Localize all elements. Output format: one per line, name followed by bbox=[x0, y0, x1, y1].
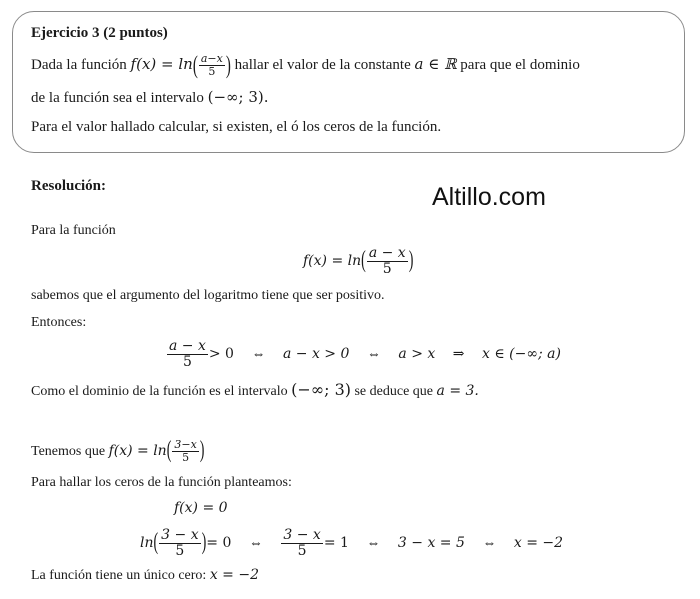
exercise-line-3: Para el valor hallado calcular, si existen, el ó los ceros de la función. bbox=[31, 119, 442, 135]
exercise-fraction: $\frac{a-x}{5}$ bbox=[200, 51, 223, 79]
exercise-line1-end: para que el dominio bbox=[460, 57, 580, 73]
iff-arrow: ⇔ bbox=[366, 536, 381, 551]
zeros-fraction: $\frac{3 - x}{5}$ bbox=[283, 526, 321, 560]
iff-arrow: ⇔ bbox=[251, 347, 266, 362]
paragraph-unico-cero: La función tiene un único cero: x = −2 bbox=[31, 567, 259, 583]
exercise-interval: (−∞; 3). bbox=[207, 88, 269, 106]
iff-arrow: ⇔ bbox=[482, 536, 497, 551]
iff-arrow: ⇔ bbox=[366, 347, 381, 362]
paragraph-dominio: Como el dominio de la función es el intervalo (−∞; 3) se deduce que a = 3. bbox=[31, 380, 479, 399]
exercise-line1-pre: Dada la función bbox=[31, 57, 127, 73]
exercise-function: f(x) = ln bbox=[130, 55, 193, 73]
equation-fx-zero: f(x) = 0 bbox=[174, 500, 228, 516]
tenemos-fraction: $\frac{3-x}{5}$ bbox=[174, 438, 197, 465]
iff-arrow: ⇔ bbox=[248, 536, 263, 551]
exercise-line-1: Dada la función f(x) = ln( $\frac{a-x}{5}$ ) hallar el valor de la constante a ∈ ℝ para que el dominio bbox=[31, 51, 580, 80]
paragraph-tenemos-que: Tenemos que f(x) = ln( $\frac{3-x}{5}$ ) bbox=[31, 438, 205, 465]
exercise-line1-post: hallar el valor de la constante bbox=[234, 57, 411, 73]
exercise-line-2: de la función sea el intervalo (−∞; 3). bbox=[31, 88, 269, 106]
implies-arrow: ⇒ bbox=[452, 347, 465, 362]
equation-function: f(x) = ln( $\frac{a - x}{5}$ ) bbox=[303, 244, 414, 278]
zeros-chain: ln( $\frac{3 - x}{5}$ )= 0 ⇔ $\frac{3 - x}{5}$ = 1 ⇔ 3 − x = 5 ⇔ x = −2 bbox=[140, 526, 564, 560]
inequality-chain: $\frac{a - x}{5}$ > 0 ⇔ a − x > 0 ⇔ a > x ⇒ x ∈ (−∞; a) bbox=[169, 337, 561, 371]
zeros-fraction-ln: $\frac{3 - x}{5}$ bbox=[161, 526, 199, 560]
paragraph-entonces: Entonces: bbox=[31, 315, 87, 330]
exercise-member: a ∈ ℝ bbox=[414, 55, 457, 73]
paragraph-para-la-funcion: Para la función bbox=[31, 223, 116, 238]
inequality-fraction: $\frac{a - x}{5}$ bbox=[169, 337, 206, 371]
watermark-text: Altillo.com bbox=[432, 183, 546, 211]
equation-fraction: $\frac{a - x}{5}$ bbox=[368, 244, 406, 278]
resolution-heading: Resolución: bbox=[31, 178, 106, 194]
exercise-heading: Ejercicio 3 (2 puntos) bbox=[31, 25, 168, 41]
paragraph-argumento: sabemos que el argumento del logaritmo tiene que ser positivo. bbox=[31, 288, 385, 303]
paragraph-hallar-ceros: Para hallar los ceros de la función planteamos: bbox=[31, 475, 292, 490]
